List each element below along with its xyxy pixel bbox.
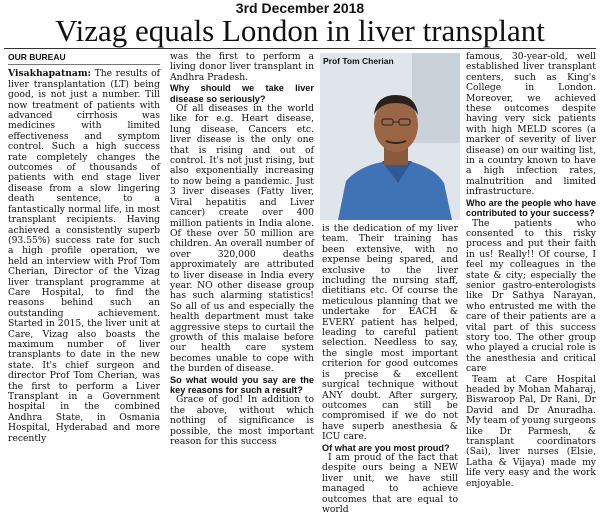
paragraph: Team at Care Hospital headed by Mohan Maharaj, Biswaroop Pal, Dr Rani, Dr David and Dr Anuradha. My team of young surgeons like Dr Parmesh, & transplant coordinators (Sai), liver nurses (Elsie, Latha & Vijaya) made my life very easy and the work enjoyable. bbox=[466, 373, 596, 489]
question-heading: Why should we take liver disease so seriously? bbox=[170, 83, 314, 104]
paragraph: I am proud of the fact that despite ours being a NEW liver unit, we have still managed to achieve outcomes that are equal to world bbox=[322, 451, 458, 515]
byline: OUR BUREAU bbox=[8, 52, 160, 65]
paragraph bbox=[8, 69, 160, 444]
question-heading: So what would you say are the key reasons for such a result? bbox=[170, 374, 314, 395]
dateline: Visakhapatnam: bbox=[8, 68, 91, 80]
portrait-photo bbox=[320, 53, 460, 220]
headline: Vizag equals London in liver transplant bbox=[55, 13, 545, 48]
article-column-4 bbox=[466, 51, 596, 489]
article-column-2 bbox=[170, 51, 314, 448]
publication-date: 3rd December 2018 bbox=[235, 0, 365, 16]
paragraph: was the first to perform a living donor liver transplant in Andhra Pradesh. bbox=[170, 51, 314, 83]
paragraph: Of all diseases in the world like for e.g. Heart disease, lung disease, Cancers etc. liver disease is the only one that is rising and out of control. It's not just rising, but also exponentially increasing to now being a pandemic. Just 3 liver diseases (Fatty liver, Viral hepatitis and Liver cancer) create over 400 million patients in India alone. Of these over 50 million are children. An overall number of over 320,000 deaths approximately are attributed to liver disease in India every year. NO other disease group has such alarming statistics! So all of us and especially the health department must take aggressive steps to curtail the growth of this malaise before our health care system becomes unable to cope with the burden of disease. bbox=[170, 103, 314, 375]
paragraph: Grace of god! In addition to the above, without which nothing of significance is possible, the most important reason for this success bbox=[170, 394, 314, 448]
question-heading: Who are the people who have contributed to your success? bbox=[466, 197, 596, 219]
article-column-1 bbox=[8, 52, 160, 444]
article-column-3 bbox=[322, 223, 458, 515]
photo-caption: Prof Tom Cherian bbox=[323, 56, 394, 66]
question-heading: Of what are you most proud? bbox=[322, 442, 450, 453]
portrait-illustration bbox=[320, 53, 460, 220]
paragraph-text: The results of liver transplantation (LT) being good, is not just a number. Till now treatment of patients with advanced cirrhosis was medicines with limited effectiveness and symptom control. Such a high success rate completely changes the outcomes of thousands of patients with end stage liver disease from a slow lingering death sentence, to a fantastically normal life, in most transplant recipients. Having achieved a consistently superb (93.55%) success rate for such a high profile operation, we held an interview with Prof Tom Cherian, Director of the Vizag liver transplant programme at Care Hospital, to find the reasons behind such an outstanding achievement. Started in 2015, the liver unit at Care, Vizag also boasts the maximum number of liver transplants to date in the new state. It's chief surgeon and director Prof Tom Cherian, was the first to perform a Liver Transplant in a Government hospital in the combined Andhra State, in Osmania Hospital, Hyderabad and more recently bbox=[8, 68, 160, 444]
headline-divider bbox=[4, 48, 596, 49]
paragraph: is the dedication of my liver team. Their training has been extensive, with no expense being spared, and exclusive to the liver including the nursing staff, dietitians etc. Of course the meticulous planning that we undertake for EACH & EVERY patient has helped, leading to careful patient selection. Needless to say, the single most important criterion for good outcomes is precise & excellent surgical technique without ANY doubt. After surgery, outcomes can still be compromised if we do not have superb anesthesia & ICU care. bbox=[322, 223, 458, 443]
paragraph: famous, 30-year-old, well established liver transplant centers, such as King's College in London. Moreover, we achieved these outcomes despite having very sick patients with high MELD scores (a marker of severity of liver disease) on our waiting list, in a country known to have a high infection rates, malnutrition and limited infrastructure. bbox=[466, 51, 596, 198]
paragraph: The patients who consented to this risky process and put their faith in us! Really!! Of course, I feel my colleagues in the state & city; especially the senior gastro-enterologists like Dr Sathya Narayan, who entrusted me with the care of their patients are a vital part of this success story too. The other group who played a crucial role is the anesthesia and critical care bbox=[466, 217, 596, 375]
